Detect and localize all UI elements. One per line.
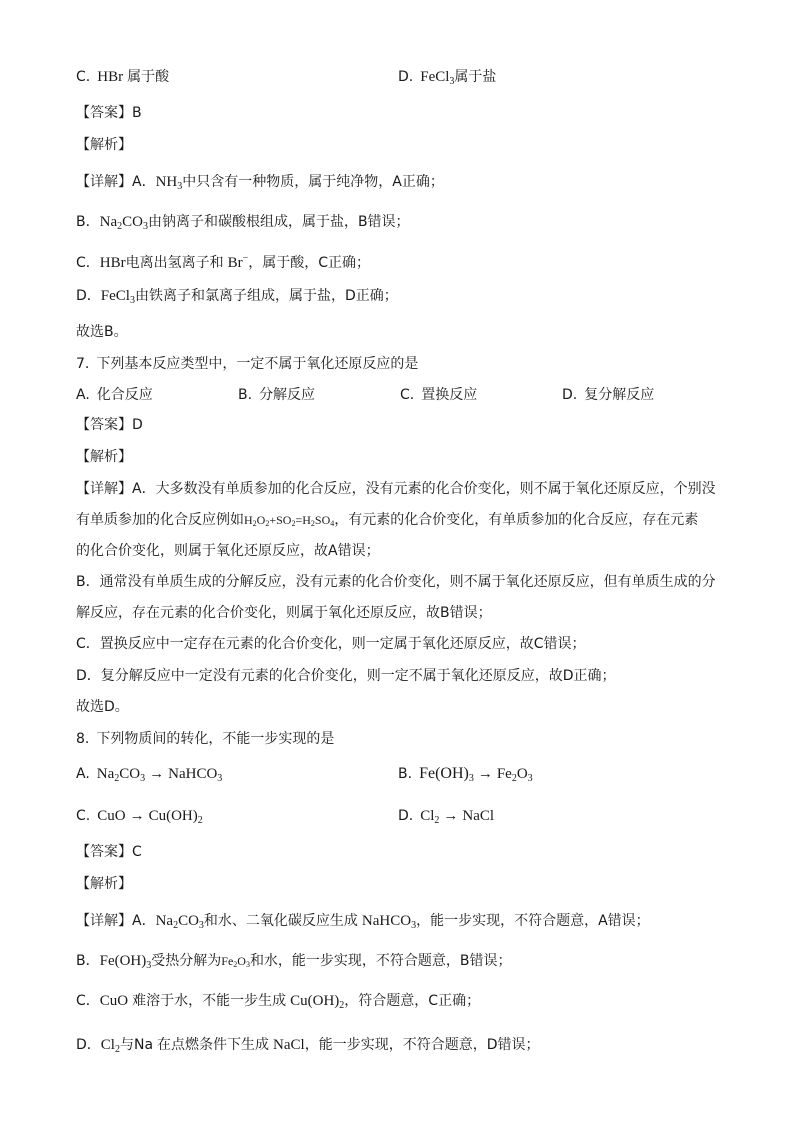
superscript: − xyxy=(242,253,249,264)
formula: FeCl xyxy=(420,69,450,85)
subscript: 3 xyxy=(146,960,152,971)
formula: Cu(OH) xyxy=(148,808,198,824)
detail-text: 【详解】A． xyxy=(76,174,156,190)
subscript: 2 xyxy=(252,519,257,528)
option-text: 分解反应 xyxy=(259,387,316,403)
q6-detail-d xyxy=(76,286,398,311)
formula: Fe(OH) xyxy=(419,765,469,782)
detail-text: B． xyxy=(76,214,100,230)
q7-detail-line-6: C．置换反应中一定存在元素的化合价变化，则一定属于氧化还原反应，故C错误； xyxy=(76,636,586,652)
formula: FeCl xyxy=(100,288,130,304)
question-text: 下列基本反应类型中，一定不属于氧化还原反应的是 xyxy=(96,356,419,372)
q8-detail-b xyxy=(76,951,512,976)
subscript: 2 xyxy=(339,1000,345,1011)
detail-text: ，符合题意，C正确； xyxy=(344,993,481,1009)
q6-answer xyxy=(76,103,142,123)
q7-option-a xyxy=(76,385,153,405)
detail-text: C． xyxy=(76,255,100,271)
formula: =H xyxy=(295,513,311,527)
option-label: A. xyxy=(76,766,90,782)
subscript: 2 xyxy=(117,221,123,232)
answer-tag: 【答案】 xyxy=(76,417,132,433)
option-label: C. xyxy=(76,808,91,824)
formula: Fe xyxy=(221,954,234,968)
option-label: A. xyxy=(76,387,90,403)
subscript: 4 xyxy=(330,519,335,528)
option-label: D. xyxy=(398,808,414,824)
q7-option-b xyxy=(238,385,315,405)
subscript: 3 xyxy=(217,773,223,784)
q8-option-d xyxy=(398,806,494,831)
arrow-icon: → xyxy=(149,766,165,782)
detail-text: 【详解】A． xyxy=(76,913,156,929)
answer-tag: 【答案】 xyxy=(76,105,132,121)
option-text: 化合反应 xyxy=(96,387,153,403)
subscript: 2 xyxy=(511,773,517,784)
option-label: B. xyxy=(398,766,413,782)
subscript: 3 xyxy=(411,920,417,931)
q7-detail-line-7: D．复分解反应中一定没有元素的化合价变化，则一定不属于氧化还原反应，故D正确； xyxy=(76,668,616,684)
option-label: C. xyxy=(76,69,91,85)
formula: CO xyxy=(119,766,141,782)
q7-stem xyxy=(76,354,418,374)
formula: NH xyxy=(155,174,178,190)
detail-text: B． xyxy=(76,953,100,969)
q6-analysis-tag: 【解析】 xyxy=(76,137,132,153)
question-number: 8. xyxy=(76,731,90,747)
detail-text: D． xyxy=(76,288,101,304)
formula: NaHCO xyxy=(361,913,412,929)
subscript: 3 xyxy=(177,181,183,192)
formula: +SO xyxy=(269,513,292,527)
formula: O xyxy=(237,954,246,968)
q7-analysis-tag: 【解析】 xyxy=(76,449,132,465)
formula: NaHCO xyxy=(168,766,218,782)
q7-answer xyxy=(76,415,143,435)
formula: Br xyxy=(227,255,243,271)
detail-text: ，能一步实现，不符合题意，D错误； xyxy=(304,1037,540,1053)
formula: CuO xyxy=(99,993,129,1009)
formula: Fe xyxy=(496,766,512,782)
answer-tag: 【答案】 xyxy=(76,844,132,860)
q7-conclusion: 故选D。 xyxy=(76,699,129,715)
formula: O xyxy=(516,766,528,782)
detail-text: 由钠离子和碳酸根组成，属于盐，B错误； xyxy=(147,214,410,230)
option-text: 属于酸 xyxy=(127,69,170,85)
subscript: 2 xyxy=(310,519,315,528)
q7-detail-line-4: B．通常没有单质生成的分解反应，没有元素的化合价变化，则不属于氧化还原反应，但有单质生成的分 xyxy=(76,574,716,590)
detail-text: 难溶于水，不能一步生成 xyxy=(132,993,287,1009)
q8-option-c xyxy=(76,806,203,831)
q8-answer xyxy=(76,842,142,862)
detail-text: ，属于酸，C正确； xyxy=(248,255,371,271)
formula: H xyxy=(244,513,253,527)
q6-option-d xyxy=(398,67,496,92)
detail-text: D． xyxy=(76,1037,101,1053)
subscript: 2 xyxy=(114,1044,120,1055)
q8-stem xyxy=(76,729,334,749)
subscript: 2 xyxy=(291,519,296,528)
equation xyxy=(244,513,334,527)
formula: Cl xyxy=(420,808,435,824)
subscript: 2 xyxy=(173,920,179,931)
subscript: 2 xyxy=(114,773,120,784)
answer-value: D xyxy=(132,417,143,433)
q7-detail-line-3: 的化合价变化，则属于氧化还原反应，故A错误； xyxy=(76,543,380,559)
q6-detail-b xyxy=(76,212,410,237)
formula: O xyxy=(256,513,266,527)
formula: HBr xyxy=(97,69,124,85)
answer-value: C xyxy=(132,844,142,860)
subscript: 3 xyxy=(468,773,474,784)
option-label: B. xyxy=(238,387,253,403)
arrow-icon: → xyxy=(129,808,145,824)
formula: HBr xyxy=(99,255,126,271)
formula: CO xyxy=(178,913,199,929)
q8-analysis-tag: 【解析】 xyxy=(76,876,132,892)
subscript: 3 xyxy=(449,76,455,87)
formula: Cl xyxy=(100,1037,115,1053)
detail-text: 中只含有一种物质，属于纯净物，A正确； xyxy=(182,174,444,190)
subscript: 2 xyxy=(434,815,440,826)
detail-text: 由铁离子和氯离子组成，属于盐，D正确； xyxy=(134,288,398,304)
option-text: 复分解反应 xyxy=(584,387,655,403)
option-label: D. xyxy=(398,69,414,85)
formula: Fe(OH) xyxy=(99,953,147,969)
q6-conclusion: 故选B。 xyxy=(76,324,128,340)
formula: SO xyxy=(314,513,331,527)
formula: Na xyxy=(155,913,174,929)
detail-text: 有单质参加的化合反应例如 xyxy=(76,512,244,528)
formula: CO xyxy=(122,214,143,230)
subscript: 2 xyxy=(197,815,203,826)
q7-option-c xyxy=(400,385,477,405)
subscript: 3 xyxy=(129,295,135,306)
detail-text: 在点燃条件下生成 xyxy=(157,1037,270,1053)
subscript: 3 xyxy=(245,960,250,969)
formula: NaCl xyxy=(273,1037,305,1053)
subscript: 3 xyxy=(527,773,533,784)
q6-detail-a xyxy=(76,172,444,197)
formula: Cu(OH) xyxy=(290,993,340,1009)
q7-detail-line-1: 【详解】A．大多数没有单质参加的化合反应，没有元素的化合价变化，则不属于氧化还原反应，个别没 xyxy=(76,481,716,497)
q8-option-b xyxy=(398,764,533,789)
detail-text: ，有元素的化合价变化，有单质参加的化合反应，存在元素 xyxy=(334,512,699,528)
q8-option-a xyxy=(76,764,222,789)
subscript: 3 xyxy=(142,221,148,232)
q6-detail-c xyxy=(76,249,370,273)
q8-detail-c xyxy=(76,991,480,1016)
detail-text: 和水、二氧化碳反应生成 xyxy=(203,913,358,929)
detail-text: 受热分解为 xyxy=(151,953,222,969)
option-label: D. xyxy=(562,387,578,403)
detail-text: 电离出氢离子和 xyxy=(125,255,224,271)
q6-option-c xyxy=(76,67,169,87)
detail-text: 与 xyxy=(119,1037,134,1053)
subscript: 3 xyxy=(198,920,204,931)
detail-text: C． xyxy=(76,993,100,1009)
formula: Na xyxy=(96,766,115,782)
formula: Na xyxy=(99,214,118,230)
q7-option-d xyxy=(562,385,654,405)
option-label: C. xyxy=(400,387,415,403)
formula: CuO xyxy=(97,808,126,824)
q8-detail-d xyxy=(76,1035,539,1060)
arrow-icon: → xyxy=(443,808,459,824)
arrow-icon: → xyxy=(477,766,493,782)
question-number: 7. xyxy=(76,356,90,372)
detail-text: 和水，能一步实现，不符合题意，B错误； xyxy=(249,953,512,969)
option-text: 属于盐 xyxy=(454,69,497,85)
q8-detail-a xyxy=(76,911,650,936)
subscript: 3 xyxy=(140,773,146,784)
formula: NaCl xyxy=(462,808,495,824)
option-text: 置换反应 xyxy=(421,387,478,403)
q7-detail-line-2 xyxy=(76,510,698,534)
subscript: 2 xyxy=(233,960,238,969)
question-text: 下列物质间的转化，不能一步实现的是 xyxy=(96,731,335,747)
formula: Na xyxy=(133,1037,154,1053)
subscript: 2 xyxy=(265,519,270,528)
answer-value: B xyxy=(132,105,142,121)
detail-text: ，能一步实现，不符合题意，A错误； xyxy=(416,913,650,929)
q7-detail-line-5: 解反应，存在元素的化合价变化，则属于氧化还原反应，故B错误； xyxy=(76,605,492,621)
